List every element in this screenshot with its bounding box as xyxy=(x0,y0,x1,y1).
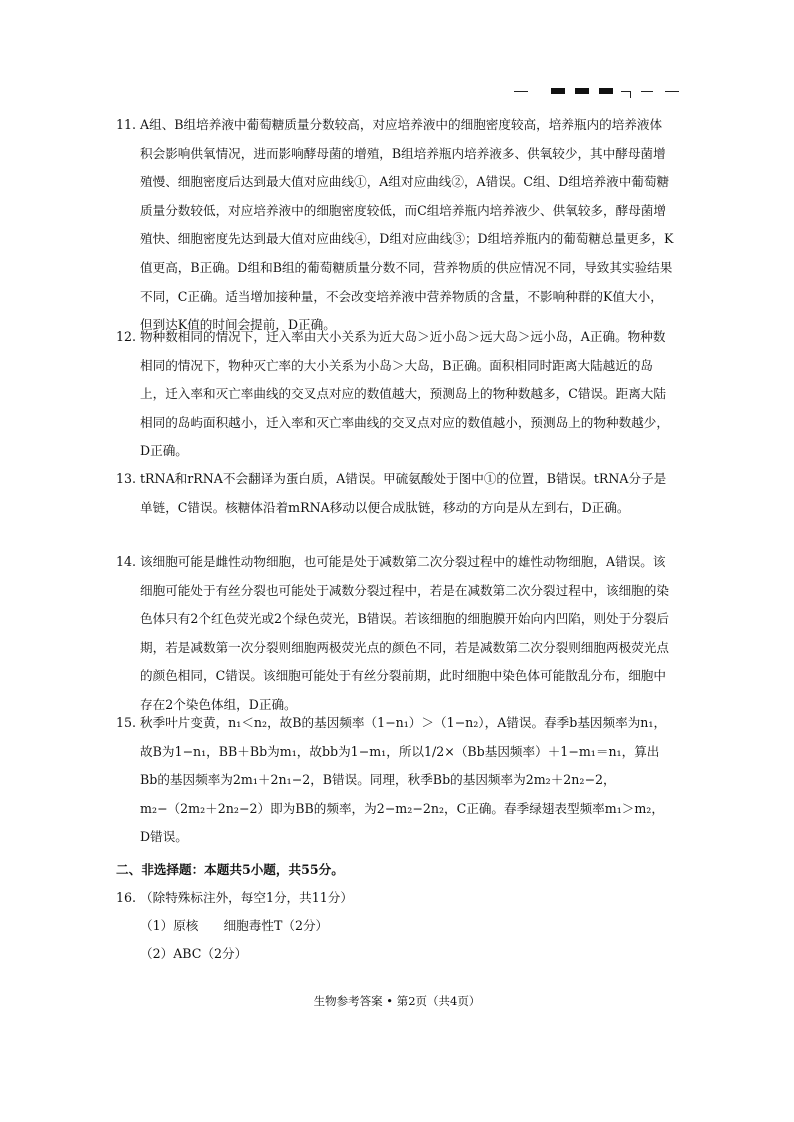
answer-1: （1）原核 细胞毒性T（2分） xyxy=(140,918,329,933)
question-14 xyxy=(116,548,674,720)
question-text: A组、B组培养液中葡萄糖质量分数较高，对应培养液中的细胞密度较高，培养瓶内的培养液体积会影响供氧情况，进而影响酵母菌的增殖，B组培养瓶内培养液多、供氧较少，其中酵母菌增殖慢、细胞密度后达到最大值对应曲线①，A组对应曲线②，A错误。C组、D组培养液中葡萄糖质量分数较低，对应培养液中的细胞密度较低，而C组培养瓶内培养液少、供氧较多，酵母菌增殖快、细胞密度先达到最大值对应曲线④，D组对应曲线③；D组培养瓶内的葡萄糖总量更多，K值更高，B正确。D组和B组的葡萄糖质量分数不同，营养物质的供应情况不同，导致其实验结果不同，C正确。适当增加接种量，不会改变培养液中营养物质的含量，不影响种群的K值大小，但到达K值的时间会提前，D正确。 xyxy=(140,117,674,333)
page-footer: 生物参考答案 • 第2页（共4页） xyxy=(313,994,481,1008)
question-text: 秋季叶片变黄，n₁＜n₂，故B的基因频率（1−n₁）＞（1−n₂），A错误。春季b基因频率为n₁，故B为1−n₁，BB＋Bb为m₁，故bb为1−m₁，所以1/2×（Bb基因频率）＋1−m₁＝n₁，算出Bb的基因频率为2m₁＋2n₁−2，B错误。同理，秋季Bb的基因频率为2m₂＋2n₂−2，m₂−（2m₂＋2n₂−2）即为BB的频率，为2−m₂−2n₂，C正确。春季绿翅表型频率m₁＞m₂，D错误。 xyxy=(140,715,667,845)
question-number: 15. xyxy=(116,715,137,730)
question-text: 物种数相同的情况下，迁入率由大小关系为近大岛＞近小岛＞远大岛＞远小岛，A正确。物种数相同的情况下，物种灭亡率的大小关系为小岛＞大岛，B正确。面积相同时距离大陆越近的岛上，迁入率和灭亡率曲线的交叉点对应的数值越大，预测岛上的物种数越多，C错误。距离大陆相同的岛屿面积越小，迁入率和灭亡率曲线的交叉点对应的数值越小，预测岛上的物种数越少，D正确。 xyxy=(140,329,669,459)
question-number: 11. xyxy=(116,117,137,132)
question-text: （除特殊标注外，每空1分，共11分） xyxy=(140,890,353,905)
question-15 xyxy=(116,709,674,852)
question-16 xyxy=(116,884,674,913)
section-heading: 二、非选择题：本题共5小题，共55分。 xyxy=(116,862,344,877)
question-number: 12. xyxy=(116,329,137,344)
question-11 xyxy=(116,111,674,340)
question-number: 13. xyxy=(116,471,137,486)
question-text: tRNA和rRNA不会翻译为蛋白质，A错误。甲硫氨酸处于图中①的位置，B错误。tRNA分子是单链，C错误。核糖体沿着mRNA移动以便合成肽链，移动的方向是从左到右，D正确。 xyxy=(140,471,667,515)
question-number: 14. xyxy=(116,554,137,569)
question-number: 16. xyxy=(116,890,137,905)
answer-2: （2）ABC（2分） xyxy=(140,946,248,961)
question-12 xyxy=(116,323,674,466)
question-text: 该细胞可能是雌性动物细胞，也可能是处于减数第二次分裂过程中的雄性动物细胞，A错误。该细胞可能处于有丝分裂也可能处于减数分裂过程中，若是在减数第二次分裂过程中，该细胞的染色体只有2个红色荧光或2个绿色荧光，B错误。若该细胞的细胞膜开始向内凹陷，则处于分裂后期，若是减数第一次分裂则细胞两极荧光点的颜色不同，若是减数第二次分裂则细胞两极荧光点的颜色相同，C错误。该细胞可能处于有丝分裂前期，此时细胞中染色体可能散乱分布，细胞中存在2个染色体组，D正确。 xyxy=(140,554,670,712)
question-13 xyxy=(116,465,674,522)
